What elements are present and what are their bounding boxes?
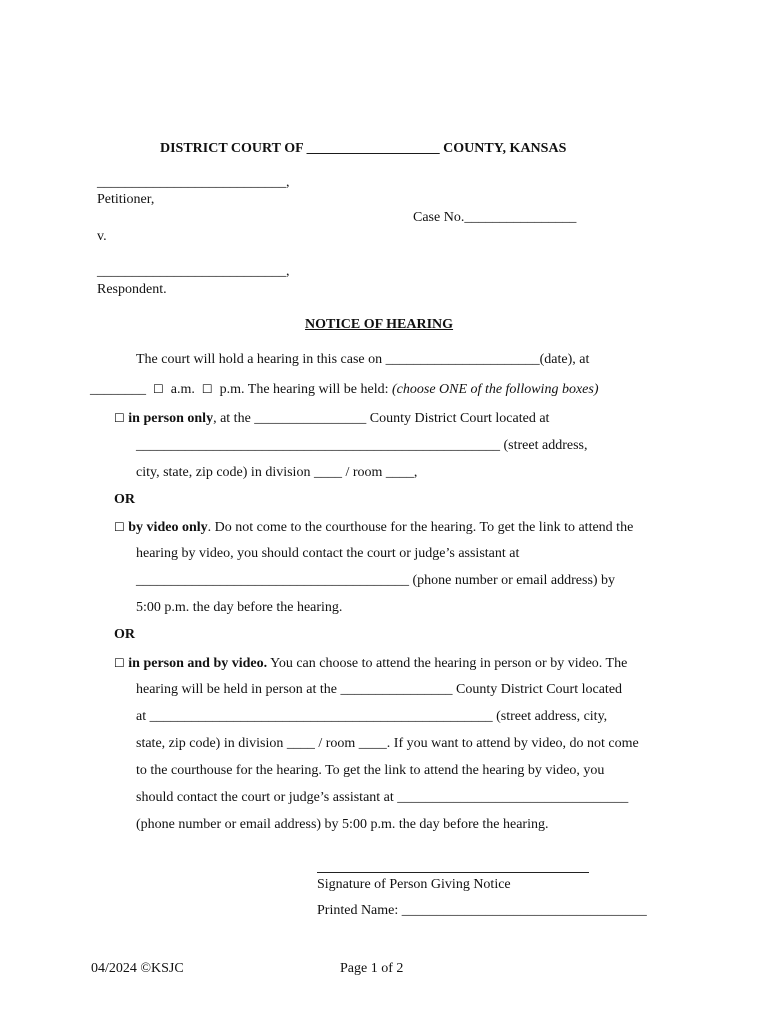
video-checkbox[interactable]: ☐ xyxy=(114,520,125,534)
both-checkbox[interactable]: ☐ xyxy=(114,656,125,670)
in-person-label: in person only xyxy=(128,411,214,426)
petitioner-label: Petitioner, xyxy=(97,192,155,207)
intro-line-1: The court will hold a hearing in this case on ______________________(date), at xyxy=(136,352,590,367)
both-label: in person and by video. xyxy=(128,656,268,671)
in-person-checkbox[interactable]: ☐ xyxy=(114,411,125,425)
or-separator-1: OR xyxy=(114,492,135,507)
time-blank: ________ xyxy=(90,382,146,397)
or-separator-2: OR xyxy=(114,627,135,642)
petitioner-blank: ___________________________, xyxy=(97,175,290,190)
option-video-line-4: 5:00 p.m. the day before the hearing. xyxy=(136,600,343,615)
am-checkbox[interactable]: ☐ xyxy=(153,382,164,396)
option-both-line-7: (phone number or email address) by 5:00 p.m. the day before the hearing. xyxy=(136,817,549,832)
option-both-line-3: at _________________________________________________ (street address, city, xyxy=(136,709,608,724)
instruction-text: (choose ONE of the following boxes) xyxy=(392,382,599,397)
option-in-person-line-2: ____________________________________________________ (street address, xyxy=(136,438,588,453)
versus-label: v. xyxy=(97,229,107,244)
printed-name: Printed Name: ___________________________________ xyxy=(317,903,647,918)
signature-line xyxy=(317,872,589,873)
intro-line-2 xyxy=(90,381,598,398)
option-video-line-3: _______________________________________ (phone number or email address) by xyxy=(136,573,616,588)
court-header: DISTRICT COURT OF ___________________ COUNTY, KANSAS xyxy=(160,141,567,156)
notice-title: NOTICE OF HEARING xyxy=(305,317,454,332)
pm-text: p.m. The hearing will be held: xyxy=(219,382,389,397)
case-number: Case No.________________ xyxy=(413,210,577,225)
respondent-label: Respondent. xyxy=(97,282,167,297)
am-label: a.m. xyxy=(170,382,195,397)
video-label: by video only xyxy=(128,520,208,535)
option-both-line-5: to the courthouse for the hearing. To get the link to attend the hearing by video, you xyxy=(136,763,605,778)
respondent-blank: ___________________________, xyxy=(97,264,290,279)
option-both-line-4: state, zip code) in division ____ / room ____. If you want to attend by video, do not come xyxy=(136,736,639,751)
option-in-person-line-1: ☐ in person only, at the ________________ County District Court located at xyxy=(114,411,550,426)
pm-checkbox[interactable]: ☐ xyxy=(201,382,213,396)
option-in-person-line-3: city, state, zip code) in division ____ / room ____, xyxy=(136,465,418,480)
option-both-line-2: hearing will be held in person at the ________________ County District Court located xyxy=(136,682,623,697)
option-video-line-2: hearing by video, you should contact the court or judge’s assistant at xyxy=(136,546,520,561)
signature-label: Signature of Person Giving Notice xyxy=(317,877,511,892)
footer-page-number: Page 1 of 2 xyxy=(340,961,404,976)
footer-form-id: 04/2024 ©KSJC xyxy=(91,961,184,976)
option-video-line-1: ☐ by video only. Do not come to the courthouse for the hearing. To get the link to attend the xyxy=(114,520,634,535)
option-both-line-6: should contact the court or judge’s assistant at _________________________________ xyxy=(136,790,629,805)
option-both-line-1: ☐ in person and by video. You can choose to attend the hearing in person or by video. The xyxy=(114,656,628,671)
